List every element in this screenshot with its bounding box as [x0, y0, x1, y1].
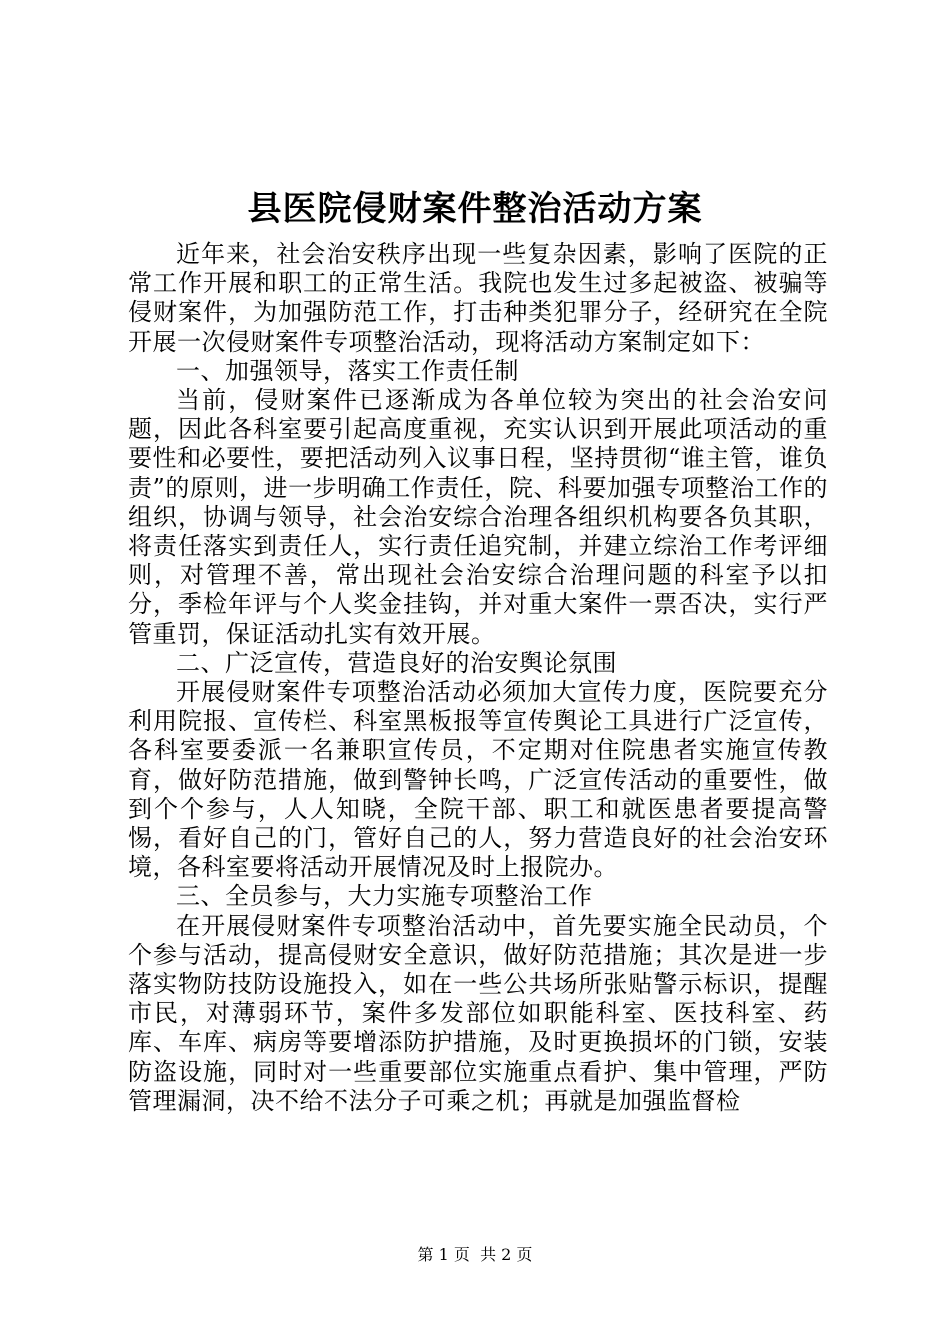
- intro-paragraph: 近年来，社会治安秩序出现一些复杂因素，影响了医院的正常工作开展和职工的正常生活。我院也发生过多起被盗、被骗等侵财案件，为加强防范工作，打击种类犯罪分子，经研究在全院开展一次侵财案件专项整治活动，现将活动方案制定如下：: [128, 240, 828, 356]
- section-heading-1: 一、加强领导，落实工作责任制: [176, 356, 519, 385]
- section-heading-2: 二、广泛宣传，营造良好的治安舆论氛围: [176, 648, 617, 677]
- page-title: 县医院侵财案件整治活动方案: [247, 189, 703, 229]
- section-paragraph-1: 当前，侵财案件已逐渐成为各单位较为突出的社会治安问题，因此各科室要引起高度重视，充实认识到开展此项活动的重要性和必要性，要把活动列入议事日程，坚持贯彻“谁主管，谁负责”的原则，进一步明确工作责任，院、科要加强专项整治工作的组织，协调与领导，社会治安综合治理各组织机构要各负其职，将责任落实到责任人，实行责任追究制，并建立综治工作考评细则，对管理不善，常出现社会治安综合治理问题的科室予以扣分，季检年评与个人奖金挂钩，并对重大案件一票否决，实行严管重罚，保证活动扎实有效开展。: [128, 386, 828, 648]
- section-paragraph-2: 开展侵财案件专项整治活动必须加大宣传力度，医院要充分利用院报、宣传栏、科室黑板报等宣传舆论工具进行广泛宣传，各科室要委派一名兼职宣传员，不定期对住院患者实施宣传教育，做好防范措施，做到警钟长鸣，广泛宣传活动的重要性，做到个个参与，人人知晓，全院干部、职工和就医患者要提高警惕，看好自己的门，管好自己的人，努力营造良好的社会治安环境，各科室要将活动开展情况及时上报院办。: [128, 678, 828, 882]
- section-heading-3: 三、全员参与，大力实施专项整治工作: [176, 882, 593, 911]
- page-footer: [0, 1244, 950, 1266]
- document-body: [128, 240, 828, 1116]
- section-paragraph-3: 在开展侵财案件专项整治活动中，首先要实施全民动员，个个参与活动，提高侵财安全意识，做好防范措施；其次是进一步落实物防技防设施投入，如在一些公共场所张贴警示标识，提醒市民，对薄弱环节，案件多发部位如职能科室、医技科室、药库、车库、病房等要增添防护措施，及时更换损坏的门锁，安装防盗设施，同时对一些重要部位实施重点看护、集中管理，严防管理漏洞，决不给不法分子可乘之机；再就是加强监督检: [128, 911, 828, 1115]
- page-number-label: 第 1 页 共 2 页: [417, 1245, 533, 1264]
